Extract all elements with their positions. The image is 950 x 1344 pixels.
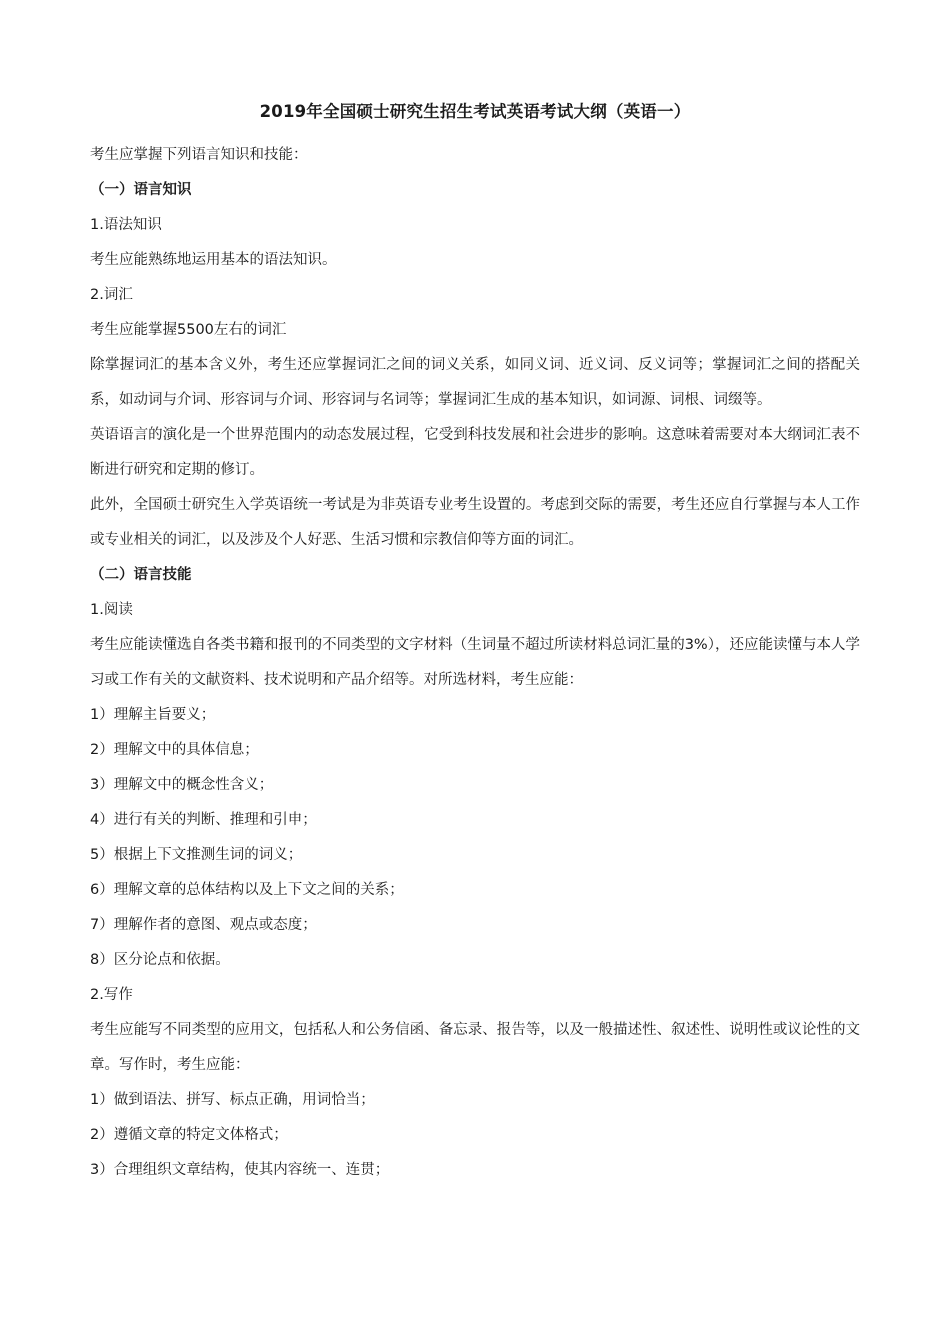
vocab-text: 考生应能掌握5500左右的词汇 xyxy=(90,322,287,338)
document-title: 2019年全国硕士研究生招生考试英语考试大纲（英语一） xyxy=(259,102,691,121)
vocab-text: 英语语言的演化是一个世界范围内的动态发展过程，它受到科技发展和社会进步的影响。这意味着需要对本大纲词汇表不断进行研究和定期的修订。 xyxy=(90,427,860,478)
list-item: 5）根据上下文推测生词的词义； xyxy=(90,847,303,863)
list-item: 2）遵循文章的特定文体格式； xyxy=(90,1127,288,1143)
list-item: 8）区分论点和依据。 xyxy=(90,952,230,968)
writing-text: 考生应能写不同类型的应用文，包括私人和公务信函、备忘录、报告等，以及一般描述性、叙述性、说明性或议论性的文章。写作时，考生应能： xyxy=(90,1022,860,1073)
grammar-heading: 1.语法知识 xyxy=(90,217,162,233)
list-item: 4）进行有关的判断、推理和引申； xyxy=(90,812,317,828)
list-item: 6）理解文章的总体结构以及上下文之间的关系； xyxy=(90,882,404,898)
reading-text: 考生应能读懂选自各类书籍和报刊的不同类型的文字材料（生词量不超过所读材料总词汇量的3%），还应能读懂与本人学习或工作有关的文献资料、技术说明和产品介绍等。对所选材料，考生应能： xyxy=(90,637,860,688)
list-item: 3）合理组织文章结构，使其内容统一、连贯； xyxy=(90,1162,390,1178)
reading-heading: 1.阅读 xyxy=(90,602,133,618)
list-item: 7）理解作者的意图、观点或态度； xyxy=(90,917,317,933)
vocab-text: 此外，全国硕士研究生入学英语统一考试是为非英语专业考生设置的。考虑到交际的需要，考生还应自行掌握与本人工作或专业相关的词汇，以及涉及个人好恶、生活习惯和宗教信仰等方面的词汇。 xyxy=(90,497,860,548)
list-item: 1）做到语法、拼写、标点正确，用词恰当； xyxy=(90,1092,375,1108)
vocab-text: 除掌握词汇的基本含义外，考生还应掌握词汇之间的词义关系，如同义词、近义词、反义词等；掌握词汇之间的搭配关系，如动词与介词、形容词与介词、形容词与名词等；掌握词汇生成的基本知识，如词源、词根、词缀等。 xyxy=(90,357,860,408)
vocab-heading: 2.词汇 xyxy=(90,287,133,303)
writing-heading: 2.写作 xyxy=(90,987,133,1003)
list-item: 2）理解文中的具体信息； xyxy=(90,742,259,758)
grammar-text: 考生应能熟练地运用基本的语法知识。 xyxy=(90,252,337,268)
section-heading-language-knowledge: （一）语言知识 xyxy=(90,182,192,198)
intro-text: 考生应掌握下列语言知识和技能： xyxy=(90,147,308,163)
list-item: 1）理解主旨要义； xyxy=(90,707,216,723)
list-item: 3）理解文中的概念性含义； xyxy=(90,777,274,793)
section-heading-language-skills: （二）语言技能 xyxy=(90,567,192,583)
